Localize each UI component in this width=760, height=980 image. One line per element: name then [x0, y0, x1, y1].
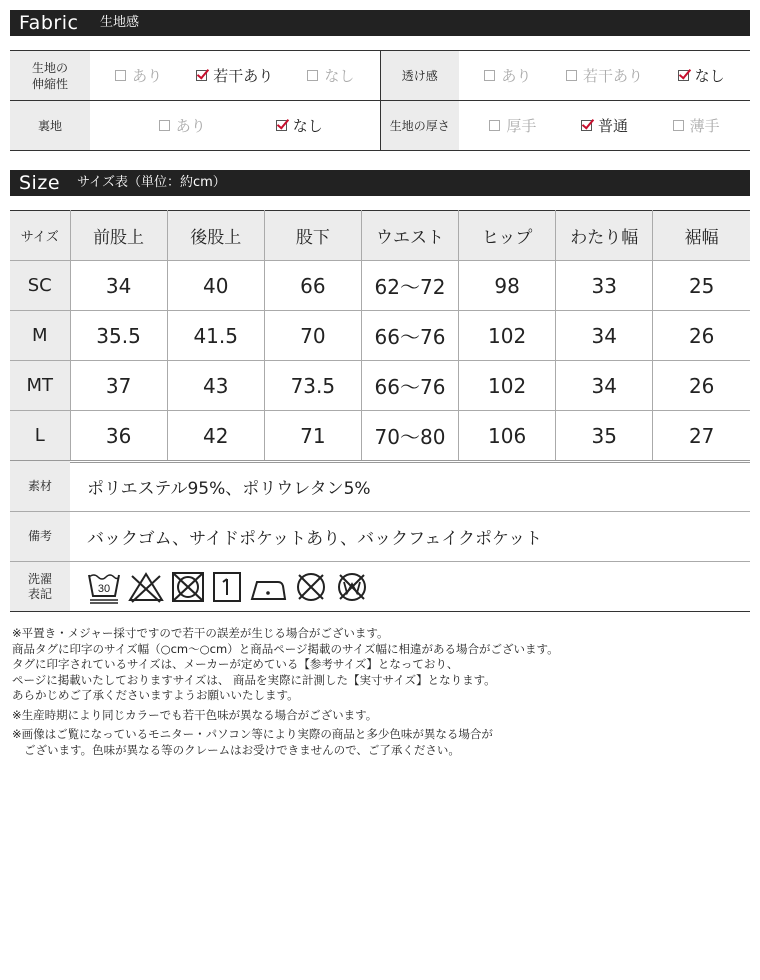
column-header: ウエスト [361, 211, 458, 261]
notes [12, 626, 747, 758]
fabric-header-en: Fabric [19, 12, 79, 34]
remarks-label: 備考 [10, 512, 70, 562]
size-header-en: Size [19, 172, 61, 194]
note-line: タグに印字されているサイズは、メーカーが定めている【参考サイズ】となっており、 [12, 657, 459, 671]
table-cell: 33 [556, 261, 653, 311]
checkbox-icon [115, 70, 126, 81]
table-cell: 73.5 [264, 361, 361, 411]
table-cell: 35.5 [70, 311, 167, 361]
table-cell: 26 [653, 361, 750, 411]
no-dry-clean-icon [293, 569, 329, 605]
note-line: ※画像はご覧になっているモニター・パソコン等により実際の商品と多少色味が異なる場合が [12, 727, 493, 741]
table-cell: 98 [459, 261, 556, 311]
column-header: 裾幅 [653, 211, 750, 261]
column-header: ヒップ [459, 211, 556, 261]
thickness-option-thin: 薄手 [673, 115, 720, 136]
size-header-jp: サイズ表（単位：約cm） [77, 175, 226, 190]
table-row [10, 411, 750, 462]
material-row [10, 462, 750, 512]
stretch-option-slight: 若干あり [196, 65, 273, 86]
lining-options [90, 101, 380, 151]
thickness-label: 生地の厚さ [380, 101, 459, 151]
size-label: MT [10, 361, 70, 411]
checked-checkbox-icon [581, 120, 592, 131]
table-cell: 42 [167, 411, 264, 462]
thickness-option-thick: 厚手 [489, 115, 536, 136]
checkbox-icon [566, 70, 577, 81]
table-cell: 34 [70, 261, 167, 311]
care-label: 洗濯 表記 [10, 562, 70, 612]
table-cell: 41.5 [167, 311, 264, 361]
care-symbols [70, 562, 750, 612]
size-label: M [10, 311, 70, 361]
iron-low-icon [248, 569, 288, 605]
table-cell: 34 [556, 361, 653, 411]
table-cell: 66～76 [361, 311, 458, 361]
fabric-header-jp: 生地感 [100, 15, 140, 30]
table-cell: 37 [70, 361, 167, 411]
table-cell: 35 [556, 411, 653, 462]
table-cell: 36 [70, 411, 167, 462]
table-row [10, 261, 750, 311]
column-header: 前股上 [70, 211, 167, 261]
sheer-option-slight: 若干あり [566, 65, 643, 86]
no-tumble-dry-icon [170, 569, 206, 605]
table-cell: 27 [653, 411, 750, 462]
size-table-header-row [10, 211, 750, 261]
table-cell: 102 [459, 311, 556, 361]
table-row [10, 311, 750, 361]
table-cell: 70～80 [361, 411, 458, 462]
checkbox-icon [489, 120, 500, 131]
table-cell: 25 [653, 261, 750, 311]
sheer-option-none: なし [678, 65, 725, 86]
note-line: 商品タグに印字のサイズ幅（○cm～○cm）と商品ページ掲載のサイズ幅に相違がある場合がございます。 [12, 641, 559, 656]
checked-checkbox-icon [276, 120, 287, 131]
size-column-header: サイズ [10, 211, 70, 261]
stretch-option-yes: あり [115, 65, 162, 86]
note-line: ※平置き・メジャー採寸ですので若干の誤差が生じる場合がございます。 [12, 626, 389, 640]
table-cell: 66～76 [361, 361, 458, 411]
sheer-options [459, 51, 750, 101]
lining-option-none: なし [276, 115, 323, 136]
remarks-value: バックゴム、サイドポケットあり、バックフェイクポケット [70, 512, 750, 562]
table-cell: 66 [264, 261, 361, 311]
stretch-option-none: なし [307, 65, 354, 86]
checked-checkbox-icon [196, 70, 207, 81]
table-cell: 62～72 [361, 261, 458, 311]
material-value: ポリエステル95%、ポリウレタン5% [70, 462, 750, 512]
checkbox-icon [673, 120, 684, 131]
column-header: 股下 [264, 211, 361, 261]
wash-30-icon [86, 569, 122, 605]
note-line: ※生産時期により同じカラーでも若干色味が異なる場合がございます。 [12, 707, 378, 722]
fabric-header [10, 10, 750, 36]
table-cell: 70 [264, 311, 361, 361]
column-header: わたり幅 [556, 211, 653, 261]
sheer-label: 透け感 [380, 51, 459, 101]
table-cell: 106 [459, 411, 556, 462]
thickness-options [459, 101, 750, 151]
table-row [10, 361, 750, 411]
size-label: SC [10, 261, 70, 311]
table-cell: 102 [459, 361, 556, 411]
table-cell: 34 [556, 311, 653, 361]
stretch-label: 生地の 伸縮性 [10, 51, 90, 101]
column-header: 後股上 [167, 211, 264, 261]
size-label: L [10, 411, 70, 462]
checked-checkbox-icon [678, 70, 689, 81]
thickness-option-normal: 普通 [581, 115, 628, 136]
material-label: 素材 [10, 462, 70, 512]
size-header [10, 170, 750, 196]
table-cell: 71 [264, 411, 361, 462]
sheer-option-yes: あり [484, 65, 531, 86]
size-table [10, 210, 750, 463]
table-cell: 26 [653, 311, 750, 361]
table-cell: 40 [167, 261, 264, 311]
remarks-row [10, 512, 750, 562]
checkbox-icon [484, 70, 495, 81]
note-line: ページに掲載いたしておりますサイズは、 商品を実際に計測した【実寸サイズ】となります。 [12, 672, 496, 687]
checkbox-icon [159, 120, 170, 131]
table-cell: 43 [167, 361, 264, 411]
care-row [10, 562, 750, 612]
lining-option-yes: あり [159, 115, 206, 136]
wash-temp-text: 30 [97, 582, 111, 595]
note-line: あらかじめご了承くださいますようお願いいたします。 [12, 688, 299, 702]
no-wet-clean-icon [334, 569, 370, 605]
info-table [10, 462, 750, 612]
note-line: ございます。色味が異なる等のクレームはお受けできませんので、ご了承ください。 [24, 742, 460, 757]
lining-label: 裏地 [10, 101, 90, 151]
line-dry-icon [211, 569, 243, 605]
checkbox-icon [307, 70, 318, 81]
no-bleach-icon [127, 569, 165, 605]
stretch-options [90, 51, 380, 101]
fabric-table [10, 50, 750, 151]
